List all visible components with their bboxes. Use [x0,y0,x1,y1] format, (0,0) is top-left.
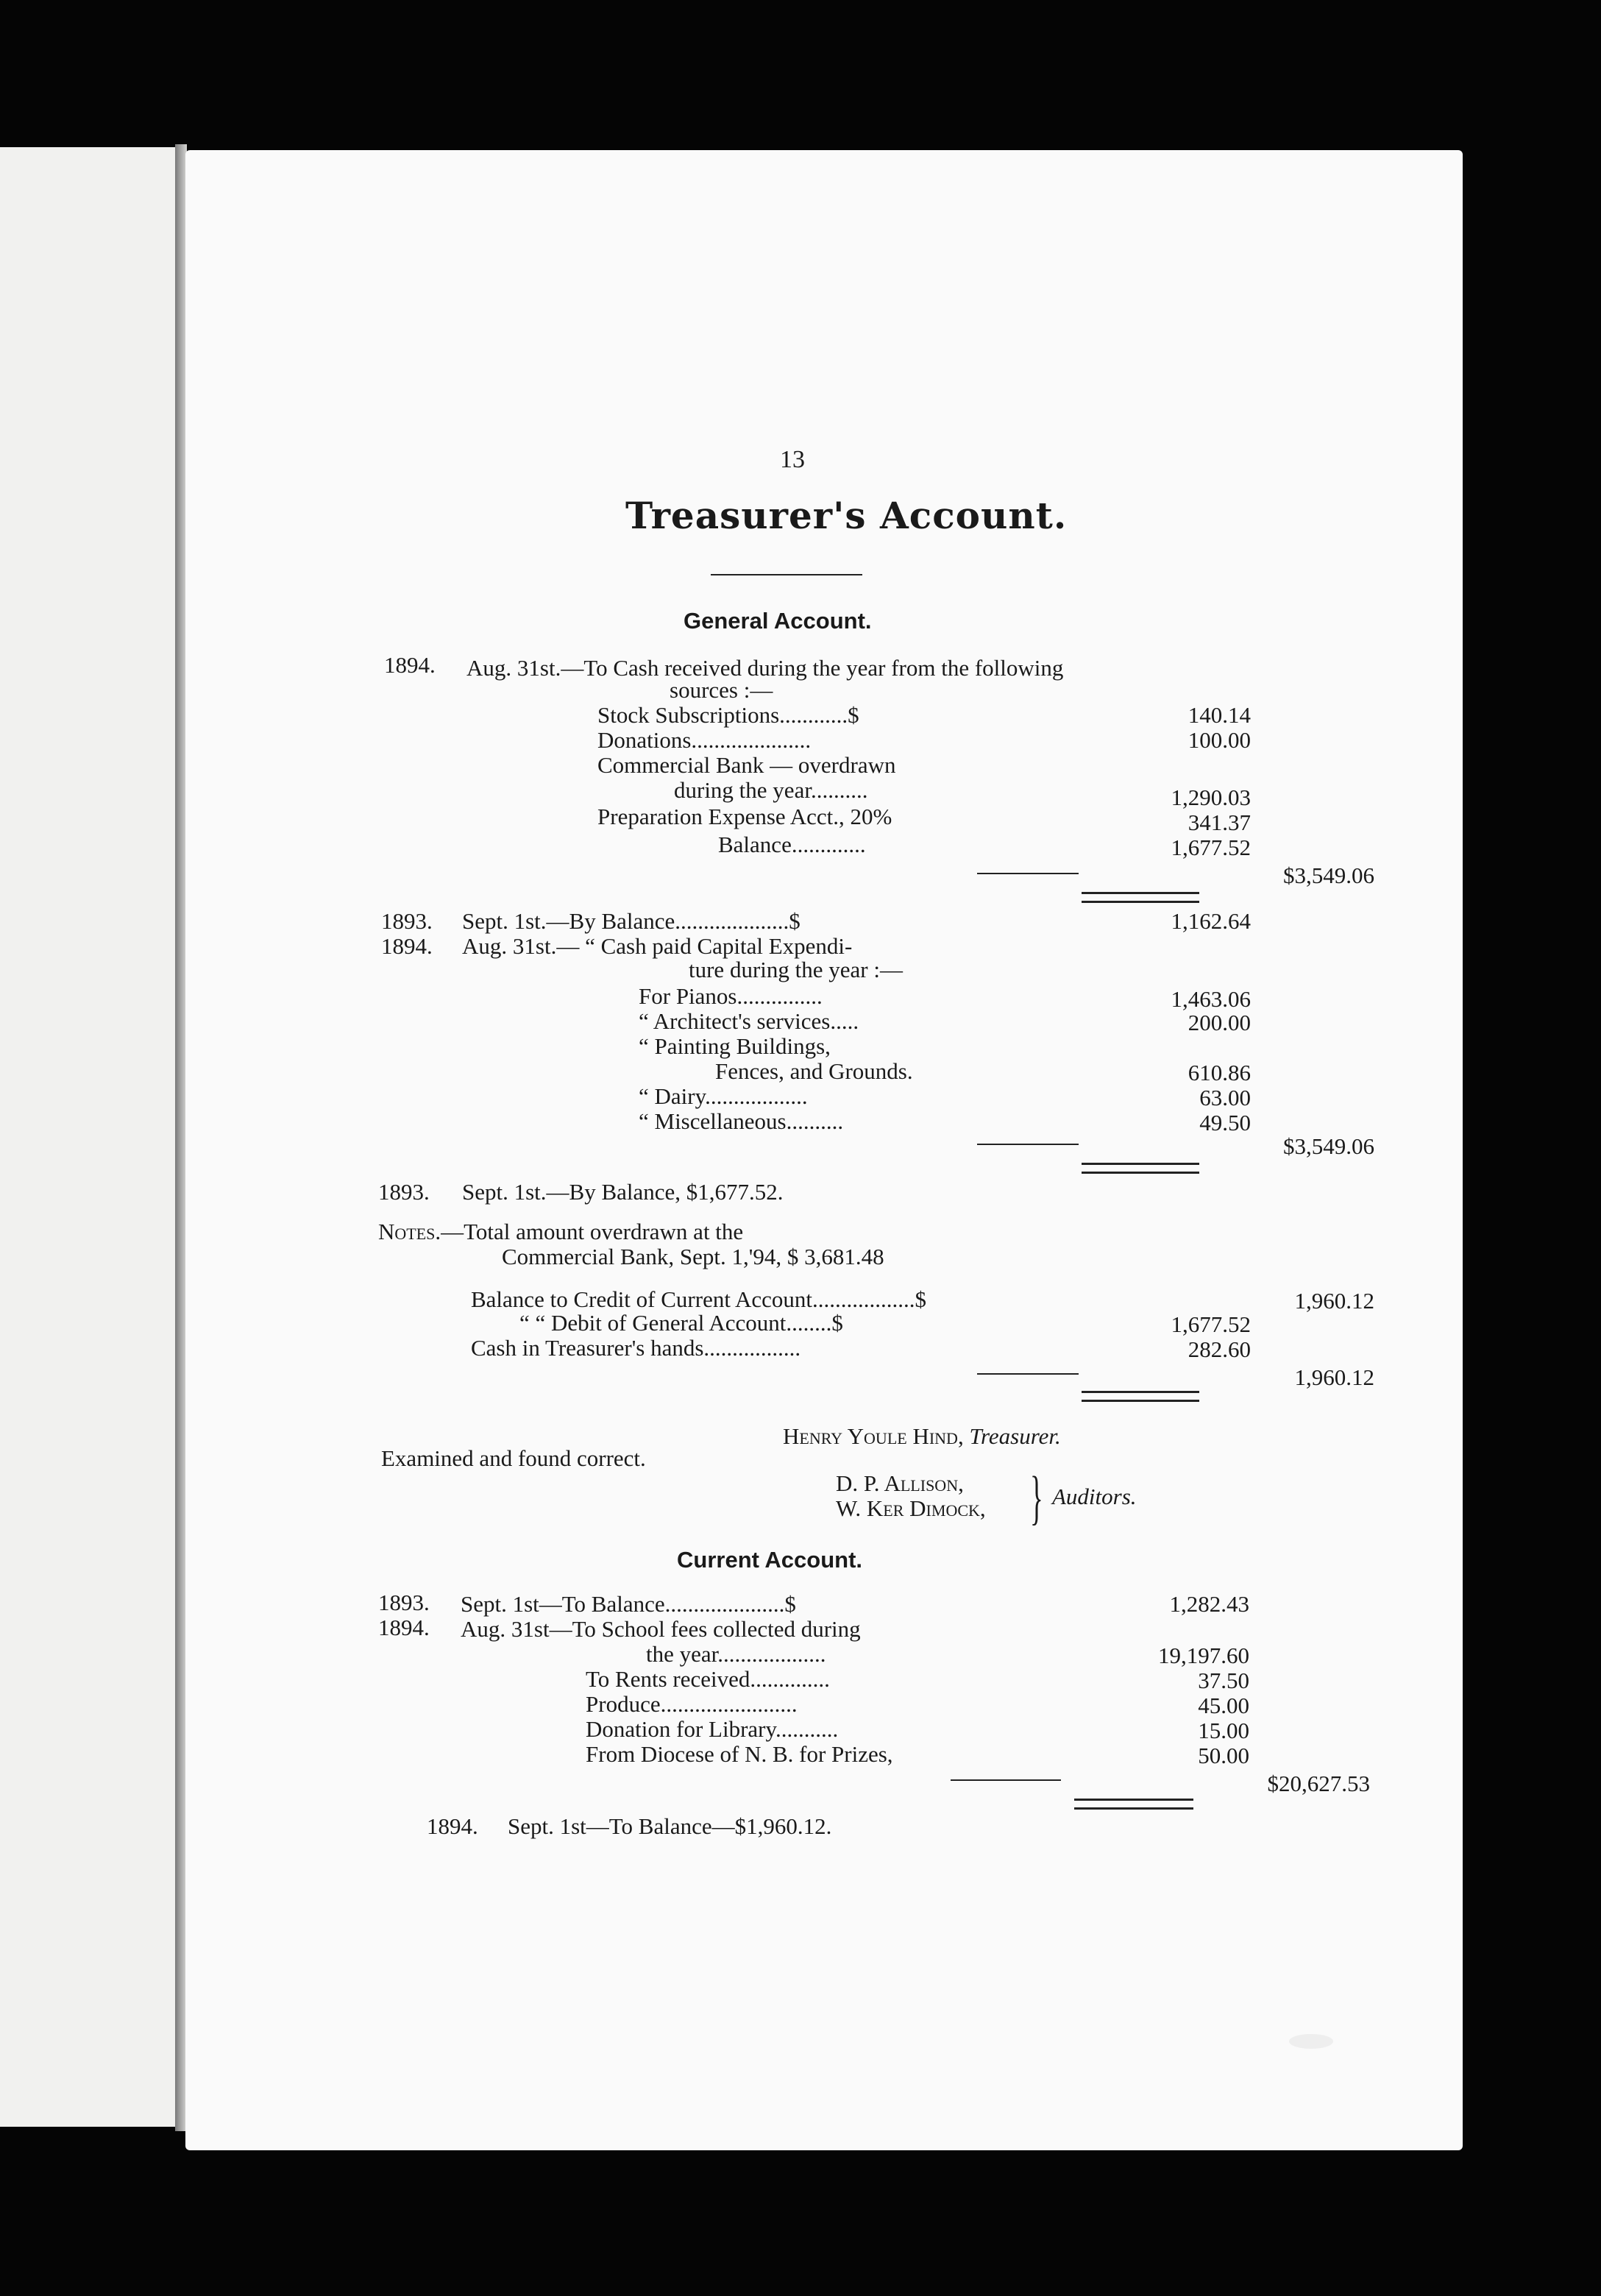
general-total-receipts: $3,549.06 [1283,862,1374,888]
document-page [185,150,1463,2150]
expense-amount: 610.86 [1188,1060,1251,1085]
auditor-2: W. Ker Dimock, [836,1495,986,1521]
expense-label: Fences, and Grounds. [715,1058,913,1084]
subtotal-rule [951,1779,1061,1781]
disbursement-row1-date: 1893. [381,908,433,934]
debit-general-label: “ “ Debit of General Account........$ [519,1310,843,1336]
paper-smudge [1289,2034,1333,2049]
double-rule [1082,1163,1199,1174]
receipt-amount: 341.37 [1188,809,1251,835]
treasurer-signature [783,1425,1061,1448]
examined-statement: Examined and found correct. [381,1445,646,1471]
expense-label: “ Architect's services..... [639,1008,859,1034]
general-row1-date: 1894. [384,652,436,678]
current-row1-amount: 1,282.43 [1169,1591,1249,1617]
receipt-amount: 1,677.52 [1171,835,1251,860]
current-account-heading: Current Account. [677,1547,863,1573]
receipt-label: Stock Subscriptions............$ [597,702,859,728]
notes-label: Notes. [378,1219,441,1244]
expense-amount: 63.00 [1199,1085,1251,1110]
receipt-label: Balance............. [718,832,866,857]
receipt-label: Preparation Expense Acct., 20% [597,804,892,829]
current-receipt-label: the year................... [646,1641,826,1667]
current-closing-text: Sept. 1st—To Balance—$1,960.12. [508,1813,832,1839]
auditors-brace: } [1030,1464,1043,1531]
current-row2-date: 1894. [378,1615,430,1640]
general-closing-text: Sept. 1st.—By Balance, $1,677.52. [462,1179,784,1205]
double-rule [1082,892,1199,903]
receipt-amount: 1,290.03 [1171,784,1251,810]
left-page [0,147,178,2127]
general-row1-continued: sources :— [670,677,773,703]
expense-amount: 200.00 [1188,1010,1251,1035]
notes-total: 1,960.12 [1294,1364,1374,1390]
receipt-label: Donations..................... [597,727,812,753]
expense-amount: 49.50 [1199,1110,1251,1135]
subtotal-rule [977,1144,1079,1145]
cash-treasurer-amount: 282.60 [1188,1336,1251,1362]
notes-line2: Commercial Bank, Sept. 1,'94, $ 3,681.48 [502,1244,884,1269]
general-total-disbursements: $3,549.06 [1283,1133,1374,1159]
notes-line1 [378,1220,743,1243]
expense-amount: 1,463.06 [1171,986,1251,1012]
cash-treasurer-label: Cash in Treasurer's hands................. [471,1335,801,1361]
current-closing-date: 1894. [427,1813,478,1839]
general-row1-text: Aug. 31st.—To Cash received during the year from the following [466,655,1064,681]
general-account-heading: General Account. [684,608,872,634]
current-receipt-label: From Diocese of N. B. for Prizes, [586,1741,893,1767]
double-rule [1074,1799,1193,1810]
current-total: $20,627.53 [1267,1771,1370,1796]
subtotal-rule [977,873,1079,874]
page-title: Treasurer's Account. [625,494,1068,537]
disbursement-row1-text: Sept. 1st.—By Balance....................$ [462,908,800,934]
disbursement-row2-date: 1894. [381,933,433,959]
double-rule [1082,1391,1199,1402]
current-receipt-amount: 15.00 [1198,1718,1249,1743]
notes-text: —Total amount overdrawn at the [441,1219,744,1244]
debit-general-amount: 1,677.52 [1171,1311,1251,1337]
expense-label: “ Dairy.................. [639,1083,808,1109]
auditors-label: Auditors. [1052,1484,1137,1509]
current-receipt-amount: 19,197.60 [1158,1643,1249,1668]
title-rule [711,574,862,575]
subtotal-rule [977,1373,1079,1375]
current-receipt-amount: 50.00 [1198,1743,1249,1768]
general-closing-date: 1893. [378,1179,430,1205]
current-receipt-amount: 45.00 [1198,1693,1249,1718]
current-row2-text: Aug. 31st—To School fees collected during [461,1616,861,1642]
treasurer-title: Treasurer. [969,1423,1061,1449]
treasurer-name: Henry Youle Hind, [783,1423,964,1449]
receipt-amount: 100.00 [1188,727,1251,753]
current-receipt-label: Produce........................ [586,1691,798,1717]
balance-credit-amount: 1,960.12 [1294,1288,1374,1314]
expense-label: “ Painting Buildings, [639,1033,831,1059]
receipt-label: during the year.......... [674,777,868,803]
balance-credit-label: Balance to Credit of Current Account..................$ [471,1286,927,1312]
disbursement-row2-continued: ture during the year :— [689,957,903,982]
page-number: 13 [780,446,805,473]
receipt-label: Commercial Bank — overdrawn [597,752,896,778]
current-row1-date: 1893. [378,1590,430,1615]
current-receipt-label: To Rents received.............. [586,1666,830,1692]
disbursement-row2-text: Aug. 31st.— “ Cash paid Capital Expendi- [462,933,853,959]
expense-label: “ Miscellaneous.......... [639,1108,844,1134]
current-row1-text: Sept. 1st—To Balance.....................$ [461,1591,796,1617]
disbursement-row1-amount: 1,162.64 [1171,908,1251,934]
current-receipt-amount: 37.50 [1198,1668,1249,1693]
expense-label: For Pianos............... [639,983,823,1009]
current-receipt-label: Donation for Library........... [586,1716,839,1742]
auditor-1: D. P. Allison, [836,1470,964,1496]
receipt-amount: 140.14 [1188,702,1251,728]
